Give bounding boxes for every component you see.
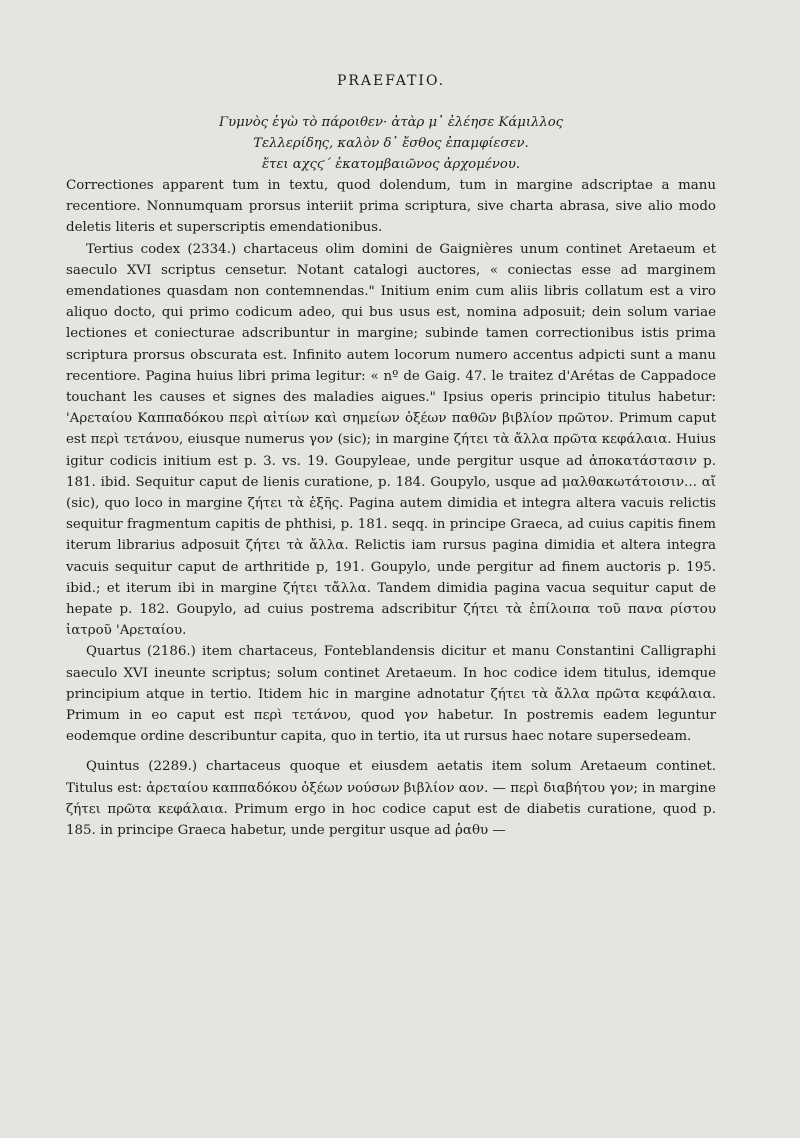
page-title: PRAEFATIO.	[336, 73, 446, 89]
greek-epigram	[66, 112, 716, 175]
verse-line: Τελλερίδης, καλὸν δ᾽ ἔσθος ἐπαμφίεσεν.	[253, 136, 529, 151]
paragraph: Quartus (2186.) item chartaceus, Fonteblandensis dicitur et manu Constantini Calligraphi saeculo XVI ineunte scriptus; solum continet Aretaeum. In hoc codice idem titulus, idemque principium atque in tertio. Itidem hic in margine adnotatur ζήτει τὰ ἄλλα πρῶτα κεφάλαια. Primum in eo caput est περὶ τετάνου, quod γον habetur. In postremis eadem leguntur eodemque ordine describuntur capita, quo in tertio, ita ut rursus haec notare supersedeam.	[66, 644, 716, 745]
verse-line: Γυμνὸς ἐγὼ τὸ πάροιθεν· ἀτὰρ μ᾽ ἐλέησε Κάμιλλος	[218, 115, 564, 130]
main-text	[66, 175, 716, 841]
verse-line: ἔτει αχςϛ´ ἑκατομβαιῶνος ἀρχομένου.	[261, 157, 521, 172]
paragraph: Tertius codex (2334.) chartaceus olim domini de Gaignières unum continet Aretaeum et saeculo XVI scriptus censetur. Notant catalogi auctores, « coniectas esse ad marginem emendationes quasdam non contemnendas." Initium enim cum aliis libris collatum est a viro aliquo docto, qui primo codicum adeo, qui bus usus est, nomina adposuit; dein solum variae lectiones et coniecturae adscribuntur in margine; subinde tamen correctionibus istis prima scriptura prorsus obscurata est. Infinito autem locorum numero accentus adpicti sunt a manu recentiore. Pagina huius libri prima legitur: « nº de Gaig. 47. le traitez d'Arétas de Cappadoce touchant les causes et signes des maladies aigues." Ipsius operis principio titulus habetur: 'Αρεταίου Καππαδόκου περὶ αἰτίων καὶ σημείων ὀξέων παθῶν βιβλίον πρῶτον. Primum caput est περὶ τετάνου, eiusque numerus γον (sic); in margine ζήτει τὰ ἄλλα πρῶτα κεφάλαια. Huius igitur codicis initium est p. 3. vs. 19. Goupyleae, unde pergitur usque ad ἀποκατάστασιν p. 181. ibid. Sequitur caput de lienis curatione, p. 184. Goupylo, usque ad μαλθακωτάτοισιν... αἴ (sic), quo loco in margine ζήτει τὰ ἑξῆς. Pagina autem dimidia et integra altera vacuis relictis sequitur fragmentum capitis de phthisi, p. 181. seqq. in principe Graeca, ad cuius capitis finem iterum librarius adposuit ζήτει τὰ ἄλλα. Relictis iam rursus pagina dimidia et altera integra vacuis sequitur caput de arthritide p, 191. Goupylo, unde pergitur ad finem auctoris p. 195. ibid.; et iterum ibi in margine ζήτει τἄλλα. Tandem dimidia pagina vacua sequitur caput de hepate p. 182. Goupylo, ad cuius postrema adscribitur ζήτει τὰ ἐπίλοιπα τοῦ πανα ρίστου ἰατροῦ 'Αρεταίου.	[66, 241, 716, 639]
paragraph: Quintus (2289.) chartaceus quoque et eiusdem aetatis item solum Aretaeum continet. Titulus est: ἀρεταίου καππαδόκου ὀξέων νούσων βιβλίον αον. — περὶ διαβήτου γον; in margine ζήτει πρῶτα κεφάλαια. Primum ergo in hoc codice caput est de diabetis curatione, quod p. 185. in principe Graeca habetur, unde pergitur usque ad ῥαθυ —	[66, 759, 716, 839]
paragraph: Correctiones apparent tum in textu, quod dolendum, tum in margine adscriptae a manu recentiore. Nonnumquam prorsus interiit prima scriptura, sive charta abrasa, sive alio modo deletis literis et superscriptis emendationibus.	[66, 178, 716, 236]
